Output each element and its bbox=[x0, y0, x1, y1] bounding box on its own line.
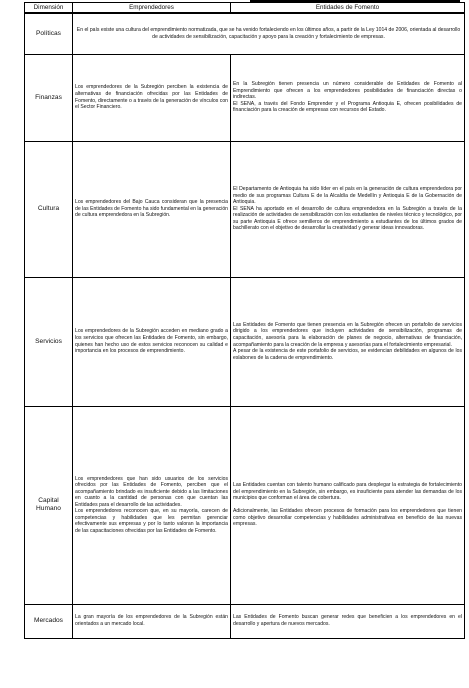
capital-humano-emprendedores bbox=[73, 406, 231, 604]
paragraph: Los emprendedores del Bajo Cauca consideran que la presencia de las Entidades de Fomento ha sido fundamental en la generación de cultura emprendedora en la Subregión. bbox=[75, 199, 228, 219]
paragraph: La gran mayoría de los emprendedores de la Subregión están orientados a un mercado local. bbox=[75, 614, 228, 627]
dimension-politicas: Políticas bbox=[25, 13, 73, 54]
row-finanzas bbox=[25, 54, 465, 141]
mercados-emprendedores bbox=[73, 604, 231, 638]
row-capital-humano bbox=[25, 406, 465, 604]
politicas-text: En el país existe una cultura del emprendimiento normatizada, que se ha venido fortaleciendo en los últimos años, a partir de la Ley 1014 de 2006, orientada al desarrollo de actividades de sensibilización, capacitación y apoyo para la creación y fortalecimiento de empresas. bbox=[73, 13, 465, 54]
paragraph: Los emprendedores de la Subregión perciben la existencia de alternativas de financiación ofrecidas por las Entidades de Fomento, directamente o a través de la generación de vínculos con el Sector Financiero. bbox=[75, 84, 228, 111]
row-cultura bbox=[25, 141, 465, 277]
paragraph: Los emprendedores reconocen que, en su mayoría, carecen de competencias y habilidades que les permitan gerenciar efectivamente sus empresas y por lo tanto valoran la importancia de las capacitaciones ofrecidas por las Entidades de Fomento. bbox=[75, 508, 228, 534]
header-emprendedores: Emprendedores bbox=[73, 3, 231, 14]
dimension-mercados: Mercados bbox=[25, 604, 73, 638]
finanzas-emprendedores bbox=[73, 54, 231, 141]
paragraph: En la Subregión tienen presencia un número considerable de Entidades de Fomento al Emprendimiento que ofrecen a los emprendedores posibilidades de financiación directas o indirectas. bbox=[233, 81, 462, 101]
comparison-table bbox=[24, 2, 465, 639]
paragraph: Los emprendedores que han sido usuarios de los servicios ofrecidos por las Entidades de Fomento, perciben que el acompañamiento brindado es insuficiente debido a las limitaciones en cuanto a la cantidad de personas con que cuentan las Entidades para el desarrollo de las actividades. bbox=[75, 475, 228, 508]
header-dimension: Dimensión bbox=[25, 3, 73, 14]
paragraph: Adicionalmente, las Entidades ofrecen procesos de formación para los emprendedores que tienen como objetivo desarrollar competencias y habilidades administrativas en beneficio de las nuevas empresas. bbox=[233, 508, 462, 528]
paragraph: El SENA ha aportado en el desarrollo de cultura emprendedora en la Subregión a través de la realización de actividades de sensibilización con los estudiantes de niveles técnico y tecnológico, por su parte Antioquia E ofrece semilleros de emprendimiento a estudiantes de los últimos grados de bachillerato con el objetivo de desarrollar la creatividad y generar ideas innovadoras. bbox=[233, 205, 462, 232]
cultura-emprendedores bbox=[73, 141, 231, 277]
capital-humano-entidades bbox=[231, 406, 465, 604]
comparison-table-container bbox=[24, 2, 464, 639]
header-row bbox=[25, 3, 465, 14]
paragraph: Las Entidades cuentan con talento humano calificado para desplegar la estrategia de fortalecimiento del emprendimiento en la Subregión, sin embargo, es insuficiente para atender las demandas de los municipios que conforman el área de cobertura. bbox=[233, 482, 462, 502]
cultura-entidades bbox=[231, 141, 465, 277]
dimension-servicios: Servicios bbox=[25, 277, 73, 406]
paragraph: A pesar de la existencia de este portafolio de servicios, se evidencian debilidades en algunos de los eslabones de la cadena de emprendimiento. bbox=[233, 348, 462, 361]
row-mercados bbox=[25, 604, 465, 638]
paragraph: El SENA, a través del Fondo Emprender y el Programa Antioquia E, ofrecen posibilidades de financiación para la creación de empresas con recursos del Estado. bbox=[233, 100, 462, 114]
paragraph: Los emprendedores de la Subregión acceden en mediano grado a los servicios que ofrecen las Entidades de Fomento, sin embargo, quienes han hecho uso de estos servicios reconocen su calidad e importancia en los procesos de emprendimiento. bbox=[75, 328, 228, 355]
dimension-capital-humano: Capital Humano bbox=[25, 406, 73, 604]
row-servicios bbox=[25, 277, 465, 406]
servicios-entidades bbox=[231, 277, 465, 406]
header-entidades: Entidades de Fomento bbox=[231, 3, 465, 14]
row-politicas bbox=[25, 13, 465, 54]
servicios-emprendedores bbox=[73, 277, 231, 406]
paragraph: Las Entidades de Fomento que tienen presencia en la Subregión ofrecen un portafolio de servicios dirigido a los emprendedores que incluyen actividades de sensibilización, programas de capacitación, asesoría para la elaboración de planes de negocio, alternativas de financiación, acompañamiento para la creación de la empresa y asesorías para el fortalecimiento empresarial. bbox=[233, 321, 462, 348]
dimension-cultura: Cultura bbox=[25, 141, 73, 277]
dimension-finanzas: Finanzas bbox=[25, 54, 73, 141]
paragraph: Las Entidades de Fomento buscan generar redes que beneficien a los emprendedores en el desarrollo y apertura de nuevos mercados. bbox=[233, 614, 462, 627]
finanzas-entidades bbox=[231, 54, 465, 141]
mercados-entidades bbox=[231, 604, 465, 638]
paragraph: El Departamento de Antioquia ha sido líder en el país en la generación de cultura emprendedora por medio de sus programas Cultura E de la Alcaldía de Medellín y Antioquia E de la Gobernación de Antioquia. bbox=[233, 186, 462, 206]
